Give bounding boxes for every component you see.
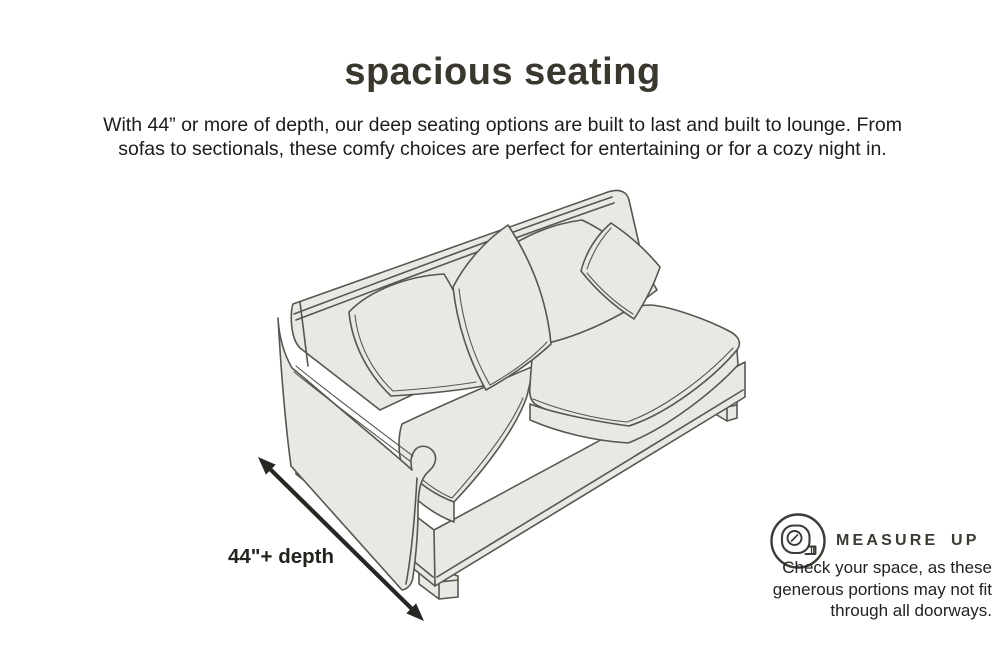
intro-line: With 44” or more of depth, our deep seating options are built to last and built to lounge. From <box>103 114 902 136</box>
intro-paragraph <box>0 113 1005 161</box>
sofa-illustration <box>230 178 790 638</box>
depth-dimension-label: 44"+ depth <box>228 545 334 568</box>
page-title: spacious seating <box>344 51 661 93</box>
measure-up-note-line: Check your space, as these <box>782 558 992 577</box>
measure-up-note <box>712 557 992 622</box>
measure-up-title: MEASURE UP <box>836 532 980 549</box>
intro-line: sofas to sectionals, these comfy choices are perfect for entertaining or for a cozy night in. <box>118 138 887 160</box>
sofa-line-art <box>278 190 745 599</box>
measure-up-note-line: generous portions may not fit <box>772 579 992 599</box>
measure-up-note-line: through all doorways. <box>830 601 992 620</box>
